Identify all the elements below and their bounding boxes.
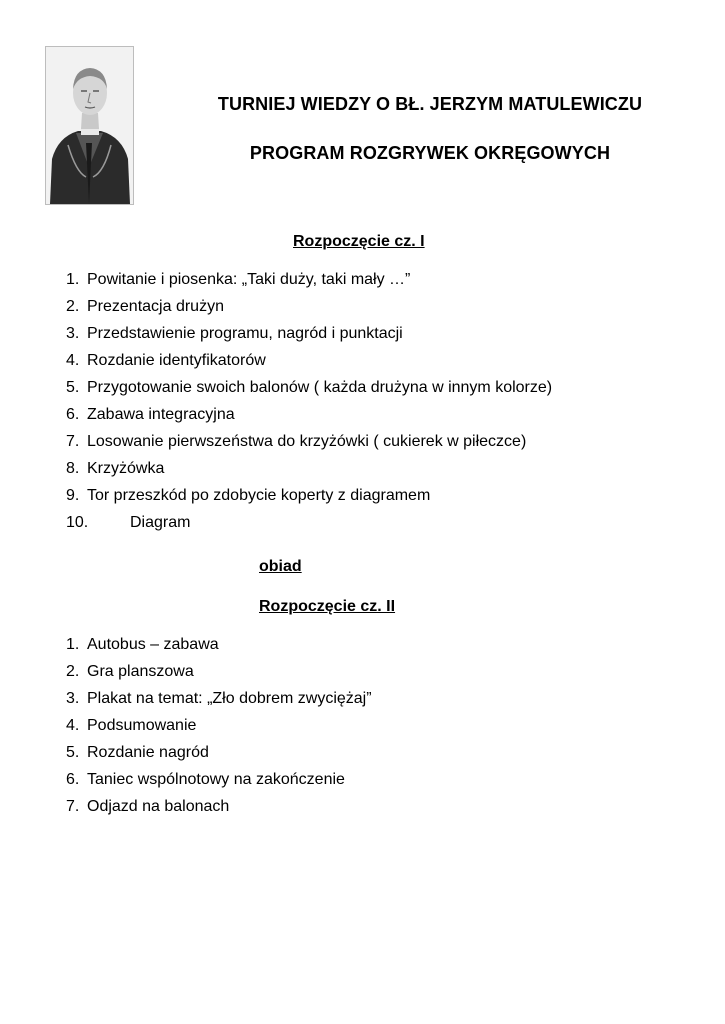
item-text: Diagram <box>130 514 191 531</box>
item-number: 3. <box>66 325 80 342</box>
item-text: Prezentacja drużyn <box>87 298 224 315</box>
part1-list <box>66 266 552 536</box>
item-text: Zabawa integracyjna <box>87 406 235 423</box>
item-text: Autobus – zabawa <box>87 636 219 653</box>
item-text: Krzyżówka <box>87 460 165 477</box>
item-text: Rozdanie nagród <box>87 744 209 761</box>
item-number: 5. <box>66 744 80 761</box>
list-item <box>66 766 372 793</box>
item-number: 3. <box>66 690 80 707</box>
item-number: 2. <box>66 298 80 315</box>
item-number: 8. <box>66 460 80 477</box>
document-title: TURNIEJ WIEDZY O BŁ. JERZYM MATULEWICZU <box>217 94 643 114</box>
list-item <box>66 293 552 320</box>
item-number: 1. <box>66 636 80 653</box>
list-item <box>66 631 372 658</box>
item-number: 4. <box>66 352 80 369</box>
list-item <box>66 793 372 820</box>
item-number: 6. <box>66 771 80 788</box>
item-number: 10. <box>66 514 89 531</box>
item-number: 9. <box>66 487 80 504</box>
list-item <box>66 712 372 739</box>
list-item <box>66 401 552 428</box>
list-item <box>66 428 552 455</box>
list-item <box>66 482 552 509</box>
item-text: Przygotowanie swoich balonów ( każda drużyna w innym kolorze) <box>87 379 553 396</box>
list-item <box>66 658 372 685</box>
item-number: 2. <box>66 663 80 680</box>
item-text: Gra planszowa <box>87 663 194 680</box>
item-text: Tor przeszkód po zdobycie koperty z diagramem <box>87 487 431 504</box>
document-subtitle: PROGRAM ROZGRYWEK OKRĘGOWYCH <box>249 143 611 163</box>
item-text: Przedstawienie programu, nagród i punktacji <box>87 325 403 342</box>
item-number: 6. <box>66 406 80 423</box>
item-text: Odjazd na balonach <box>87 798 230 815</box>
item-number: 7. <box>66 798 80 815</box>
portrait-image <box>45 46 134 205</box>
part2-heading: Rozpoczęcie cz. II <box>259 598 396 615</box>
list-item <box>66 320 552 347</box>
item-number: 7. <box>66 433 80 450</box>
part1-heading: Rozpoczęcie cz. I <box>293 233 425 250</box>
list-item <box>66 685 372 712</box>
list-item <box>66 509 552 536</box>
item-text: Rozdanie identyfikatorów <box>87 352 266 369</box>
item-text: Plakat na temat: „Zło dobrem zwyciężaj” <box>87 690 372 707</box>
part2-list <box>66 631 372 820</box>
item-text: Losowanie pierwszeństwa do krzyżówki ( cukierek w piłeczce) <box>87 433 527 450</box>
item-text: Taniec wspólnotowy na zakończenie <box>87 771 345 788</box>
list-item <box>66 739 372 766</box>
list-item <box>66 266 552 293</box>
item-text: Powitanie i piosenka: „Taki duży, taki mały …” <box>87 271 411 288</box>
item-number: 1. <box>66 271 80 288</box>
item-text: Podsumowanie <box>87 717 197 734</box>
break-label: obiad <box>259 558 302 575</box>
list-item <box>66 374 552 401</box>
list-item <box>66 347 552 374</box>
item-number: 5. <box>66 379 80 396</box>
list-item <box>66 455 552 482</box>
item-number: 4. <box>66 717 80 734</box>
